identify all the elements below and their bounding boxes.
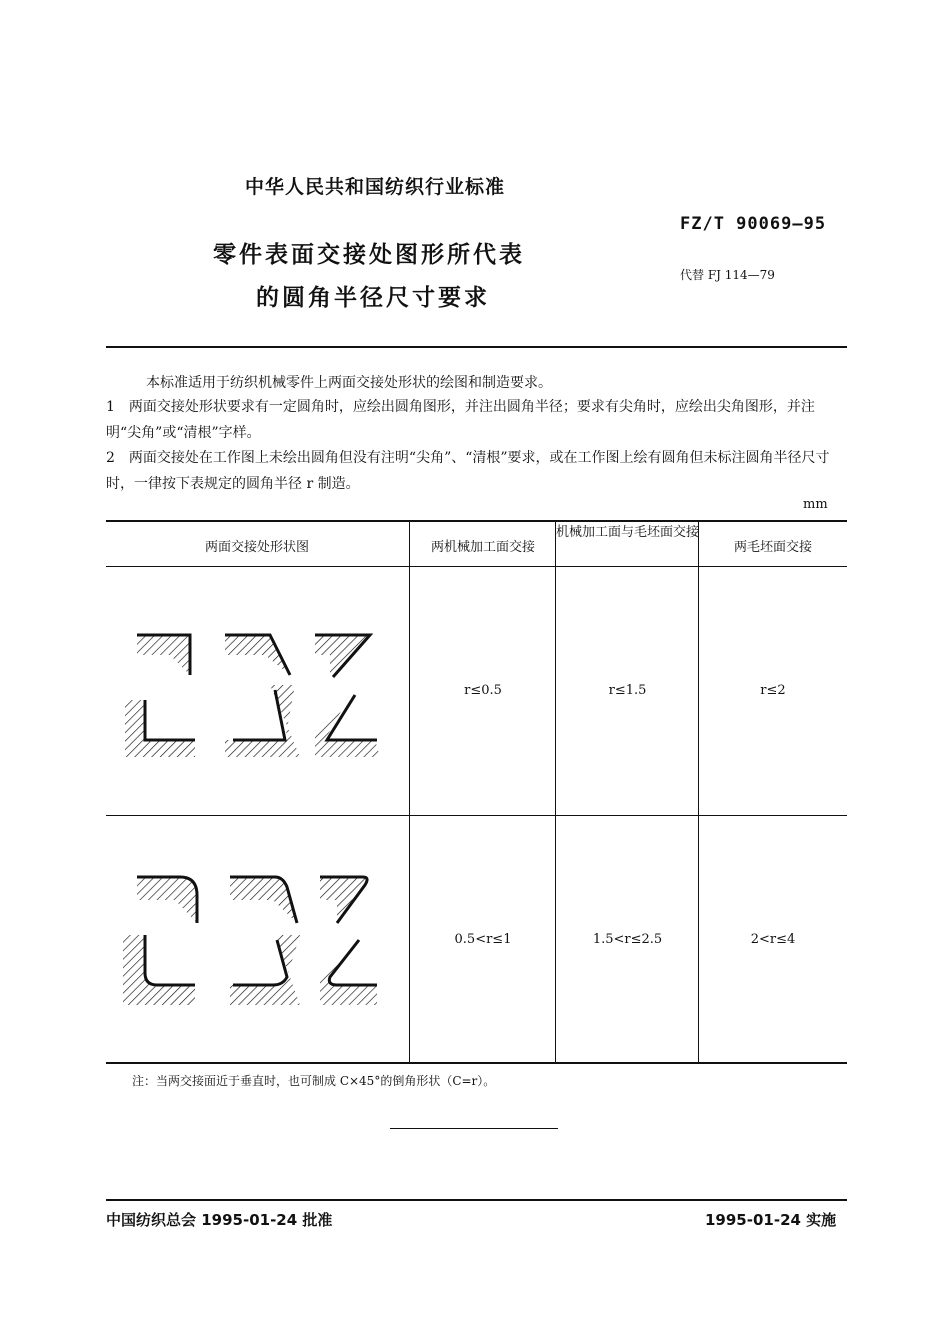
round-figure-4	[123, 935, 195, 1005]
header-two-blank: 两毛坯面交接	[733, 540, 812, 555]
table-col-rule-3	[698, 520, 699, 1063]
corner-figure-1	[137, 635, 190, 675]
table-col-rule-2	[555, 520, 556, 1063]
title-line-2: 的圆角半径尺寸要求	[256, 285, 490, 311]
round-figure-1	[137, 877, 197, 923]
row1-machined-value: r≤0.5	[464, 683, 502, 698]
row2-corner-diagrams	[115, 865, 395, 1015]
scope-paragraph: 本标准适用于纺织机械零件上两面交接处形状的绘图和制造要求。	[146, 375, 552, 391]
end-mark-rule	[390, 1128, 558, 1129]
corner-figure-6	[315, 695, 380, 757]
clause-1: 1 两面交接处形状要求有一定圆角时，应绘出圆角图形，并注出圆角半径；要求有尖角时，应绘出尖角图形，并注明“尖角”或“清根”字样。	[106, 399, 815, 441]
header-shape-diagram: 两面交接处形状图	[204, 540, 309, 555]
header-machined-blank: 机械加工面与毛坯面交接	[556, 525, 700, 540]
round-figure-2	[230, 877, 297, 923]
implementation-date: 1995-01-24 实施	[705, 1211, 837, 1229]
table-header-rule	[106, 566, 847, 567]
table-note: 注：当两交接面近于垂直时，也可制成 C×45°的倒角形状（C=r）。	[132, 1074, 496, 1088]
corner-figure-3	[315, 635, 370, 677]
round-figure-3	[320, 877, 367, 923]
row2-machined-blank-value: 1.5<r≤2.5	[592, 932, 663, 947]
row2-blank-value: 2<r≤4	[750, 932, 796, 947]
round-figure-6	[320, 940, 377, 1005]
standard-code: FZ/T 90069—95	[680, 214, 827, 234]
table-row-rule	[106, 815, 847, 816]
round-figure-5	[230, 935, 300, 1005]
footer-divider	[106, 1199, 847, 1201]
corner-figure-4	[125, 700, 195, 757]
corner-figure-5	[225, 685, 300, 757]
clause-2: 2 两面交接处在工作图上未绘出圆角但没有注明“尖角”、“清根”要求，或在工作图上绘有圆角但未标注圆角半径尺寸时，一律按下表规定的圆角半径 r 制造。	[106, 450, 830, 492]
row2-machined-value: 0.5<r≤1	[454, 932, 512, 947]
header-two-machined: 两机械加工面交接	[430, 540, 535, 555]
corner-figure-2	[225, 635, 290, 675]
table-bottom-rule	[106, 1062, 847, 1064]
title-line-1: 零件表面交接处图形所代表	[213, 242, 525, 268]
approval-date: 中国纺织总会 1995-01-24 批准	[106, 1211, 333, 1229]
row1-corner-diagrams	[115, 615, 395, 765]
replaces-standard: 代替 FJ 114—79	[680, 268, 775, 282]
header-divider	[106, 346, 847, 348]
unit-label: mm	[803, 497, 828, 512]
row1-machined-blank-value: r≤1.5	[608, 683, 647, 698]
issuing-organization: 中华人民共和国纺织行业标准	[245, 176, 506, 198]
row1-blank-value: r≤2	[760, 683, 786, 698]
table-top-rule	[106, 520, 847, 522]
table-col-rule-1	[409, 520, 410, 1063]
